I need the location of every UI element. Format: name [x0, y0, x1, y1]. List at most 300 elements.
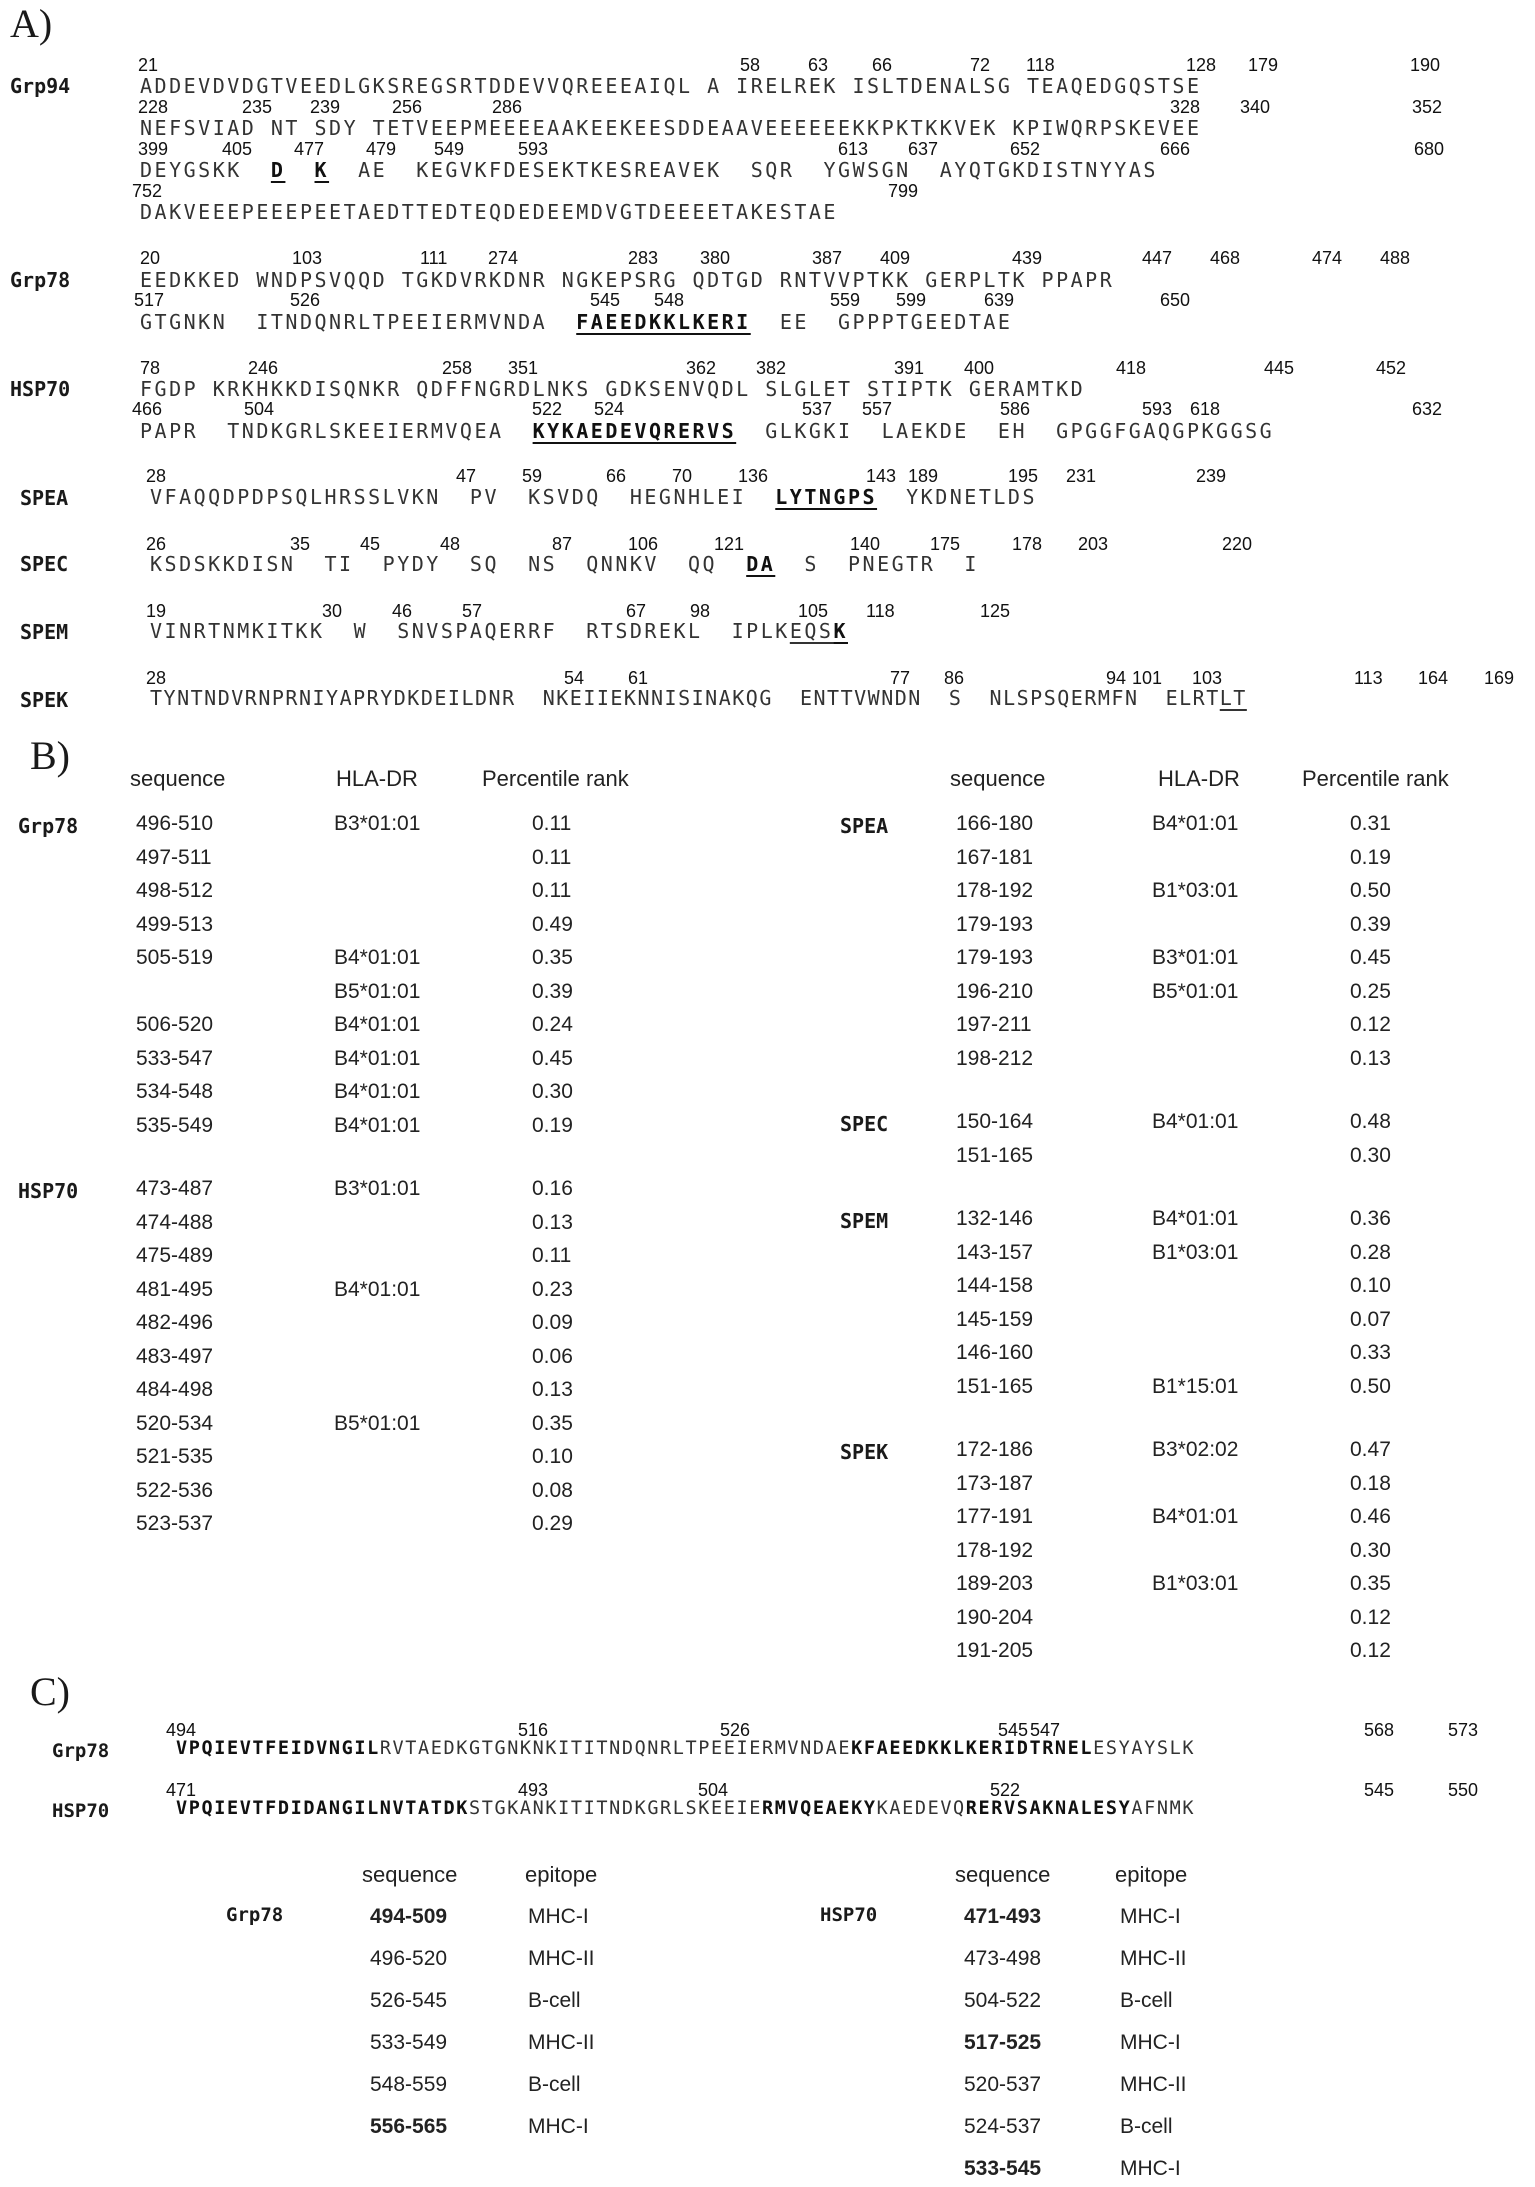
num: 522 — [990, 1780, 1021, 1800]
epitope-type: MHC-I — [1120, 1905, 1181, 1928]
percentile-rank: 0.24 — [532, 1013, 573, 1036]
percentile-rank: 0.11 — [532, 812, 572, 835]
seq-highlight: FAEEDKKLKERI — [576, 310, 751, 334]
percentile-rank: 0.06 — [532, 1344, 573, 1368]
percentile-rank: 0.39 — [532, 979, 573, 1003]
num: 228 — [138, 97, 169, 117]
num: 66 — [872, 55, 893, 75]
epitope-type: B-cell — [528, 2073, 581, 2096]
seq-bold: KFAEEDKKLKERIDTRNEL — [851, 1738, 1094, 1759]
hla-allele: B3*01:01 — [334, 1177, 421, 1200]
percentile-rank: 0.33 — [1350, 1341, 1391, 1364]
c-hsp70-numbers — [0, 1780, 1535, 1800]
panel-c-label: C) — [30, 1669, 70, 1714]
sequence-range: 533-547 — [136, 1046, 214, 1070]
percentile-rank: 0.07 — [1350, 1307, 1391, 1331]
c-grp78-sequence — [176, 1738, 1195, 1759]
num: 77 — [890, 668, 911, 688]
num: 474 — [1312, 248, 1343, 268]
num: 632 — [1412, 399, 1443, 419]
num: 639 — [984, 290, 1015, 310]
num: 203 — [1078, 534, 1109, 554]
num: 418 — [1116, 358, 1147, 378]
num: 799 — [888, 181, 919, 201]
hla-allele: B5*01:01 — [334, 1411, 421, 1435]
num: 57 — [462, 601, 483, 621]
num: 466 — [132, 399, 163, 419]
num: 103 — [1192, 668, 1223, 688]
num: 94 — [1106, 668, 1127, 688]
num: 471 — [166, 1780, 197, 1800]
num: 54 — [564, 668, 585, 688]
grp94-numbers-row1 — [0, 55, 1535, 75]
num: 63 — [808, 55, 829, 75]
seq-segment: S PNEGTR I — [775, 552, 979, 576]
num: 477 — [294, 139, 325, 159]
num: 231 — [1066, 466, 1097, 486]
percentile-rank: 0.19 — [532, 1113, 573, 1137]
sequence-range: 474-488 — [136, 1210, 214, 1234]
sequence-range: 473-487 — [136, 1177, 214, 1200]
percentile-rank: 0.23 — [532, 1277, 573, 1301]
sequence-range: 499-513 — [136, 912, 214, 936]
percentile-rank: 0.35 — [532, 946, 573, 969]
c-right-header-epitope: epitope — [1115, 1862, 1188, 1887]
c-right-protein: HSP70 — [820, 1904, 878, 1926]
num: 235 — [242, 97, 273, 117]
percentile-rank: 0.35 — [532, 1411, 573, 1435]
num: 550 — [1448, 1780, 1479, 1800]
sequence-range: 505-519 — [136, 946, 214, 969]
percentile-rank: 0.48 — [1350, 1110, 1391, 1133]
num: 105 — [798, 601, 829, 621]
num: 45 — [360, 534, 381, 554]
num: 19 — [146, 601, 167, 621]
grp94-sequence-row1: ADDEVDVDGTVEEDLGKSREGSRTDDEVVQREEEAIQL A IRELREK ISLTDENALSG TEAQEDGQSTSE — [140, 74, 1202, 98]
epitope-sequence-range: 533-545 — [964, 2157, 1042, 2180]
spea-label: SPEA — [20, 486, 69, 510]
num: 67 — [626, 601, 647, 621]
sequence-range: 475-489 — [136, 1244, 214, 1267]
num: 190 — [1410, 55, 1441, 75]
num: 537 — [802, 399, 833, 419]
sequence-range: 506-520 — [136, 1013, 214, 1036]
grp78-sequence-row1: EEDKKED WNDPSVQQD TGKDVRKDNR NGKEPSRG QDTGD RNTVVPTKK GERPLTK PPAPR — [140, 268, 1115, 292]
protein-label: SPEC — [840, 1112, 889, 1136]
num: 613 — [838, 139, 869, 159]
num: 48 — [440, 534, 461, 554]
num: 504 — [698, 1780, 729, 1800]
percentile-rank: 0.50 — [1350, 879, 1391, 902]
seq-segment: RVTAEDKGTGNKNKITITNDQNRLTPEEIERMVNDAE — [379, 1738, 852, 1759]
num: 494 — [166, 1720, 197, 1740]
seq-segment: PAPR TNDKGRLSKEEIERMVQEA — [140, 419, 533, 443]
hla-allele: B1*03:01 — [1152, 879, 1239, 902]
sequence-range: 197-211 — [956, 1013, 1032, 1036]
num: 650 — [1160, 290, 1191, 310]
num: 86 — [944, 668, 965, 688]
protein-label: Grp78 — [18, 814, 79, 838]
percentile-rank: 0.50 — [1350, 1374, 1391, 1398]
num: 599 — [896, 290, 927, 310]
num: 283 — [628, 248, 659, 268]
sequence-range: 535-549 — [136, 1113, 214, 1137]
num: 30 — [322, 601, 343, 621]
seq-bold: RMVQEAEKY — [761, 1798, 877, 1819]
hsp70-label: HSP70 — [10, 377, 71, 401]
sequence-range: 522-536 — [136, 1478, 214, 1502]
num: 545 — [590, 290, 621, 310]
grp78-numbers-row2 — [0, 290, 1535, 310]
num: 652 — [1010, 139, 1041, 159]
percentile-rank: 0.45 — [1350, 946, 1391, 969]
epitope-sequence-range: 548-559 — [370, 2073, 448, 2096]
sequence-range: 521-535 — [136, 1445, 214, 1468]
spea-numbers — [0, 466, 1535, 486]
num: 439 — [1012, 248, 1043, 268]
num: 352 — [1412, 97, 1443, 117]
num: 545 — [998, 1720, 1029, 1740]
grp94-sequence-row3 — [140, 158, 1158, 182]
num: 59 — [522, 466, 543, 486]
hla-allele: B4*01:01 — [1152, 812, 1239, 835]
percentile-rank: 0.08 — [532, 1478, 573, 1502]
percentile-rank: 0.35 — [1350, 1572, 1391, 1595]
spek-numbers — [0, 668, 1535, 688]
num: 380 — [700, 248, 731, 268]
spem-label: SPEM — [20, 620, 69, 644]
sequence-range: 179-193 — [956, 946, 1034, 969]
num: 549 — [434, 139, 465, 159]
num: 399 — [138, 139, 169, 159]
sequence-range: 191-205 — [956, 1639, 1034, 1662]
num: 164 — [1418, 668, 1449, 688]
num: 493 — [518, 1780, 549, 1800]
num: 328 — [1170, 97, 1201, 117]
sequence-range: 523-537 — [136, 1512, 214, 1535]
c-grp78-label: Grp78 — [52, 1740, 110, 1762]
num: 111 — [420, 248, 448, 268]
percentile-rank: 0.36 — [1350, 1207, 1391, 1230]
hla-allele: B4*01:01 — [1152, 1110, 1239, 1133]
epitope-type: MHC-II — [1120, 2073, 1187, 2096]
spem-sequence — [150, 619, 848, 643]
percentile-rank: 0.11 — [532, 879, 572, 902]
hsp70-numbers-row1 — [0, 358, 1535, 378]
num: 78 — [140, 358, 161, 378]
num: 70 — [672, 466, 693, 486]
seq-segment: KSDSKKDISN TI PYDY SQ NS QNNKV QQ — [150, 552, 747, 576]
sequence-range: 132-146 — [956, 1207, 1034, 1230]
num: 195 — [1008, 466, 1039, 486]
num: 593 — [1142, 399, 1173, 419]
num: 140 — [850, 534, 881, 554]
num: 516 — [518, 1720, 549, 1740]
num: 106 — [628, 534, 659, 554]
epitope-sequence-range: 504-522 — [964, 1989, 1042, 2012]
num: 128 — [1186, 55, 1217, 75]
num: 468 — [1210, 248, 1241, 268]
c-hsp70-label: HSP70 — [52, 1800, 110, 1822]
num: 452 — [1376, 358, 1407, 378]
num: 256 — [392, 97, 423, 117]
hla-allele: B4*01:01 — [334, 1046, 421, 1070]
seq-highlight: D — [270, 158, 286, 182]
hla-allele: B4*01:01 — [334, 946, 421, 969]
num: 26 — [146, 534, 167, 554]
percentile-rank: 0.49 — [532, 912, 573, 936]
percentile-rank: 0.47 — [1350, 1438, 1391, 1461]
epitope-type: B-cell — [1120, 2115, 1173, 2138]
grp94-numbers-row3 — [0, 139, 1535, 159]
percentile-rank: 0.46 — [1350, 1505, 1391, 1528]
sequence-range: 482-496 — [136, 1311, 214, 1334]
num: 586 — [1000, 399, 1031, 419]
sequence-range: 198-212 — [956, 1046, 1034, 1070]
b-right-header-rank: Percentile rank — [1302, 766, 1449, 791]
hla-allele: B4*01:01 — [334, 1013, 421, 1036]
hla-allele: B3*01:01 — [334, 812, 421, 835]
num: 175 — [930, 534, 961, 554]
seq-segment: AFNMK — [1131, 1798, 1196, 1819]
sequence-range: 481-495 — [136, 1277, 214, 1301]
num: 239 — [310, 97, 341, 117]
c-grp78-numbers — [0, 1720, 1535, 1740]
num: 246 — [248, 358, 279, 378]
num: 488 — [1380, 248, 1411, 268]
num: 103 — [292, 248, 323, 268]
num: 391 — [894, 358, 925, 378]
sequence-range: 498-512 — [136, 879, 214, 902]
percentile-rank: 0.11 — [532, 1244, 572, 1267]
sequence-range: 496-510 — [136, 812, 214, 835]
spec-numbers — [0, 534, 1535, 554]
num: 72 — [970, 55, 991, 75]
num: 680 — [1414, 139, 1445, 159]
num: 189 — [908, 466, 939, 486]
seq-segment: VINRTNMKITKK W SNVSPAQERRF RTSDREKL IPLK — [150, 619, 790, 643]
percentile-rank: 0.28 — [1350, 1240, 1391, 1264]
num: 258 — [442, 358, 473, 378]
hla-allele: B4*01:01 — [334, 1080, 421, 1103]
spem-numbers — [0, 601, 1535, 621]
hsp70-numbers-row2 — [0, 399, 1535, 419]
hla-allele: B4*01:01 — [334, 1277, 421, 1301]
seq-segment: ESYAYSLK — [1093, 1738, 1196, 1759]
num: 118 — [1026, 55, 1055, 75]
sequence-range: 151-165 — [956, 1374, 1034, 1398]
num: 136 — [738, 466, 769, 486]
num: 35 — [290, 534, 311, 554]
seq-segment — [285, 158, 314, 182]
num: 400 — [964, 358, 995, 378]
percentile-rank: 0.31 — [1350, 812, 1391, 835]
num: 113 — [1354, 668, 1383, 688]
grp78-numbers-row1 — [0, 248, 1535, 268]
sequence-range: 534-548 — [136, 1080, 214, 1103]
num: 409 — [880, 248, 911, 268]
seq-segment: DEYGSKK — [140, 158, 271, 182]
sequence-range: 143-157 — [956, 1240, 1034, 1264]
num: 447 — [1142, 248, 1173, 268]
num: 752 — [132, 181, 163, 201]
num: 101 — [1132, 668, 1163, 688]
hla-allele: B3*02:02 — [1152, 1438, 1239, 1461]
percentile-rank: 0.45 — [532, 1046, 573, 1070]
seq-segment: AE KEGVKFDESEKTKESREAVEK SQR YGWSGN AYQTGKDISTNYYAS — [329, 158, 1158, 182]
hla-allele: B1*03:01 — [1152, 1240, 1239, 1264]
seq-highlight: LYTNGPS — [775, 485, 878, 509]
num: 179 — [1248, 55, 1279, 75]
num: 125 — [980, 601, 1011, 621]
epitope-sequence-range: 520-537 — [964, 2073, 1042, 2096]
hla-allele: B4*01:01 — [1152, 1505, 1239, 1528]
num: 87 — [552, 534, 573, 554]
num: 666 — [1160, 139, 1191, 159]
num: 28 — [146, 466, 167, 486]
num: 47 — [456, 466, 477, 486]
seq-highlight: LT — [1219, 686, 1247, 710]
epitope-type: MHC-II — [1120, 1947, 1187, 1970]
protein-label: HSP70 — [18, 1179, 79, 1203]
seq-highlight: DA — [746, 552, 776, 576]
seq-segment: KAEDEVQ — [876, 1798, 966, 1819]
grp94-sequence-row2: NEFSVIAD NT SDY TETVEEPMEEEEAAKEEKEESDDEAAVEEEEEEKKPKTKKVEK KPIWQRPSKEVEE — [140, 116, 1202, 140]
num: 524 — [594, 399, 625, 419]
hsp70-sequence-row2 — [140, 419, 1274, 443]
c-hsp70-sequence — [176, 1798, 1195, 1819]
spea-sequence — [150, 485, 1037, 509]
percentile-rank: 0.10 — [532, 1445, 573, 1468]
sequence-range: 483-497 — [136, 1344, 214, 1368]
num: 28 — [146, 668, 167, 688]
epitope-sequence-range: 533-549 — [370, 2031, 448, 2054]
num: 568 — [1364, 1720, 1395, 1740]
epitope-sequence-range: 526-545 — [370, 1989, 448, 2012]
num: 143 — [866, 466, 897, 486]
percentile-rank: 0.10 — [1350, 1274, 1391, 1297]
epitope-type: MHC-I — [528, 1905, 589, 1928]
hla-allele: B1*15:01 — [1152, 1374, 1239, 1398]
epitope-type: B-cell — [528, 1989, 581, 2012]
hsp70-sequence-row1: FGDP KRKHKKDISQNKR QDFFNGRDLNKS GDKSENVQDL SLGLET STIPTK GERAMTKD — [140, 377, 1086, 401]
num: 526 — [290, 290, 321, 310]
num: 286 — [492, 97, 523, 117]
epitope-type: B-cell — [1120, 1989, 1173, 2012]
num: 98 — [690, 601, 711, 621]
sequence-range: 178-192 — [956, 879, 1034, 902]
percentile-rank: 0.19 — [1350, 845, 1391, 869]
seq-highlight: K — [833, 619, 848, 643]
sequence-range: 179-193 — [956, 912, 1034, 936]
grp94-numbers-row2 — [0, 97, 1535, 117]
num: 517 — [134, 290, 165, 310]
percentile-rank: 0.12 — [1350, 1639, 1391, 1662]
sequence-range: 167-181 — [956, 845, 1034, 869]
seq-segment: TYNTNDVRNPRNIYAPRYDKDEILDNR NKEIIEKNNISINAKQG ENTTVWNDN S NLSPSQERMFN ELRT — [150, 686, 1220, 710]
panel-b-label: B) — [30, 733, 70, 778]
num: 66 — [606, 466, 627, 486]
seq-segment: STGKANKITITNDKGRLSKEEIE — [468, 1798, 762, 1819]
epitope-sequence-range: 496-520 — [370, 1947, 448, 1970]
hla-allele: B1*03:01 — [1152, 1572, 1239, 1595]
hla-allele: B3*01:01 — [1152, 946, 1239, 969]
protein-label: SPEK — [840, 1440, 889, 1464]
num: 20 — [140, 248, 161, 268]
num: 239 — [1196, 466, 1227, 486]
num: 220 — [1222, 534, 1253, 554]
epitope-type: MHC-I — [1120, 2157, 1181, 2180]
grp94-sequence-row4: DAKVEEEPEEEPEETAEDTTEDTEQDEDEEMDVGTDEEEETAKESTAE — [140, 200, 838, 224]
seq-highlight: KYKAEDEVQRERVS — [532, 419, 737, 443]
num: 340 — [1240, 97, 1271, 117]
percentile-rank: 0.11 — [532, 845, 572, 869]
c-left-header-epitope: epitope — [525, 1862, 598, 1887]
c-left-header-sequence: sequence — [362, 1862, 458, 1887]
seq-bold: VPQIEVTFDIDANGILNVTATDK — [176, 1798, 469, 1819]
sequence-range: 172-186 — [956, 1438, 1034, 1461]
sequence-range: 196-210 — [956, 979, 1034, 1003]
sequence-range: 146-160 — [956, 1341, 1034, 1364]
sequence-range: 177-191 — [956, 1505, 1034, 1528]
b-left-header-rank: Percentile rank — [482, 766, 629, 791]
sequence-range: 190-204 — [956, 1605, 1034, 1629]
hla-allele: B4*01:01 — [1152, 1207, 1239, 1230]
percentile-rank: 0.30 — [1350, 1143, 1391, 1167]
grp78-label: Grp78 — [10, 268, 71, 292]
percentile-rank: 0.16 — [532, 1177, 573, 1200]
num: 21 — [138, 55, 159, 75]
num: 479 — [366, 139, 397, 159]
percentile-rank: 0.25 — [1350, 979, 1391, 1003]
sequence-range: 150-164 — [956, 1110, 1034, 1133]
protein-label: SPEA — [840, 814, 889, 838]
num: 618 — [1190, 399, 1221, 419]
seq-segment: EE GPPPTGEEDTAE — [750, 310, 1013, 334]
num: 526 — [720, 1720, 751, 1740]
grp78-sequence-row2 — [140, 310, 1012, 334]
num: 274 — [488, 248, 519, 268]
b-right-header-sequence: sequence — [950, 766, 1046, 791]
num: 504 — [244, 399, 275, 419]
num: 547 — [1030, 1720, 1061, 1740]
num: 58 — [740, 55, 761, 75]
sequence-range: 173-187 — [956, 1471, 1034, 1495]
percentile-rank: 0.12 — [1350, 1605, 1391, 1629]
seq-highlight: K — [314, 158, 330, 182]
panel-a-label: A) — [10, 1, 53, 46]
num: 593 — [518, 139, 549, 159]
epitope-type: MHC-II — [528, 1947, 595, 1970]
hla-allele: B4*01:01 — [334, 1113, 421, 1137]
percentile-rank: 0.30 — [1350, 1538, 1391, 1562]
grp94-label: Grp94 — [10, 74, 71, 98]
hla-allele: B5*01:01 — [334, 979, 421, 1003]
grp94-numbers-row4 — [0, 181, 1535, 201]
percentile-rank: 0.13 — [532, 1378, 573, 1401]
sequence-range: 166-180 — [956, 812, 1034, 835]
percentile-rank: 0.13 — [532, 1210, 573, 1234]
seq-segment: GLKGKI LAEKDE EH GPGGFGAQGPKGGSG — [736, 419, 1275, 443]
num: 382 — [756, 358, 787, 378]
num: 178 — [1012, 534, 1043, 554]
num: 559 — [830, 290, 861, 310]
num: 573 — [1448, 1720, 1479, 1740]
sequence-range: 520-534 — [136, 1411, 214, 1435]
num: 387 — [812, 248, 843, 268]
hla-allele: B5*01:01 — [1152, 979, 1239, 1003]
epitope-sequence-range: 473-498 — [964, 1947, 1042, 1970]
